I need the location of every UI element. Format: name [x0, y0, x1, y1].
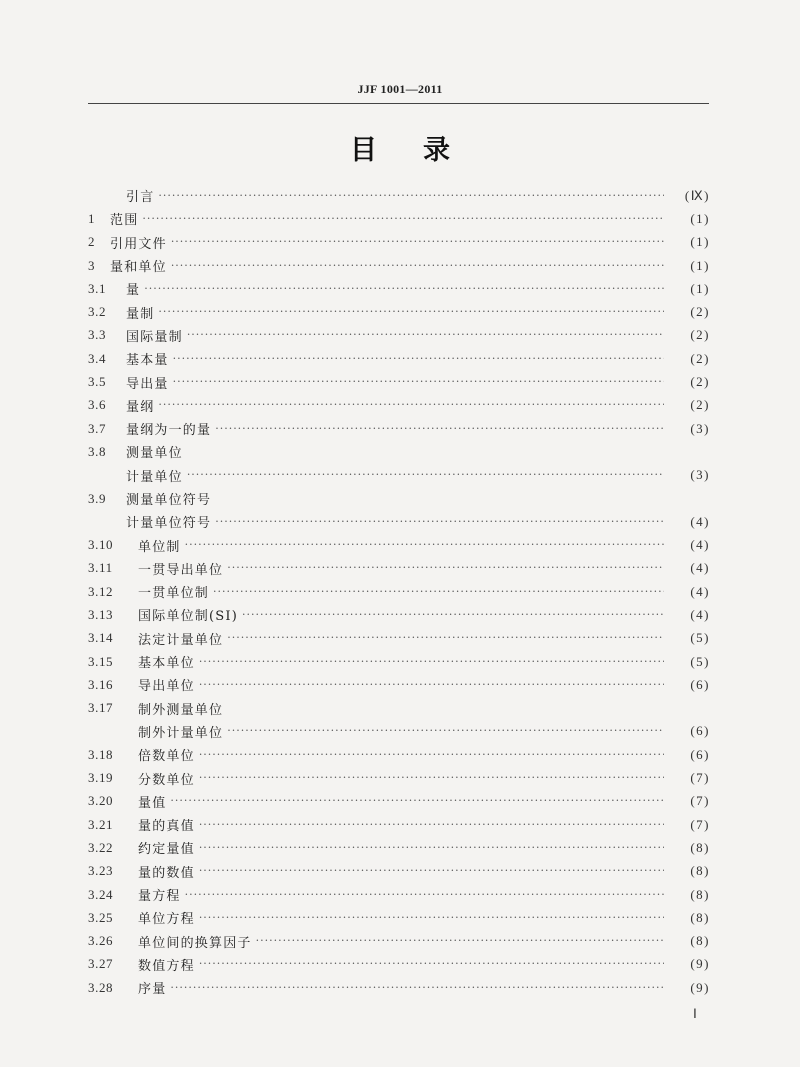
toc-dot-leader	[185, 537, 664, 553]
toc-entry-page: (8)	[690, 886, 710, 902]
toc-entry[interactable]	[88, 277, 710, 300]
table-of-contents	[88, 184, 710, 999]
toc-entry[interactable]	[88, 184, 710, 207]
toc-entry[interactable]	[88, 207, 710, 230]
toc-entry-page: (2)	[690, 327, 710, 343]
toc-dot-leader	[199, 747, 664, 763]
toc-entry[interactable]	[88, 650, 710, 673]
toc-entry[interactable]	[88, 930, 710, 953]
toc-entry-page: (5)	[690, 630, 710, 646]
toc-entry[interactable]	[88, 557, 710, 580]
toc-entry[interactable]	[88, 464, 710, 487]
toc-entry-title: 约定量值	[138, 842, 195, 858]
toc-entry-title: 量和单位	[110, 260, 167, 276]
toc-entry-number: 3.12	[88, 583, 114, 599]
toc-entry[interactable]	[88, 953, 710, 976]
toc-entry-title: 测量单位	[126, 446, 183, 462]
toc-entry-number: 3	[88, 257, 96, 273]
toc-dot-leader	[199, 677, 664, 693]
toc-entry[interactable]	[88, 231, 710, 254]
toc-entry-title: 计量单位	[126, 469, 183, 485]
toc-entry-title: 量纲	[126, 399, 155, 415]
toc-entry-page: (8)	[690, 909, 710, 925]
toc-entry-title: 国际单位制(SI)	[138, 609, 238, 625]
toc-entry-title: 范围	[110, 213, 139, 229]
toc-entry[interactable]	[88, 440, 710, 463]
toc-entry-page: (1)	[690, 257, 710, 273]
toc-entry-number: 3.15	[88, 653, 114, 669]
toc-dot-leader	[199, 863, 664, 879]
toc-entry-title: 导出单位	[138, 679, 195, 695]
toc-dot-leader	[199, 770, 664, 786]
toc-entry-number: 3.17	[88, 700, 114, 716]
toc-dot-leader	[171, 234, 664, 250]
toc-entry-page: (2)	[690, 304, 710, 320]
toc-entry-page: (4)	[690, 560, 710, 576]
toc-entry-number: 3.25	[88, 909, 114, 925]
toc-entry-page: (1)	[690, 234, 710, 250]
toc-entry-number: 1	[88, 210, 96, 226]
toc-entry-page: (9)	[690, 979, 710, 995]
toc-dot-leader	[158, 397, 664, 413]
toc-entry-title: 量值	[138, 795, 167, 811]
toc-dot-leader	[173, 351, 664, 367]
toc-entry-title: 导出量	[126, 376, 169, 392]
toc-entry-title: 法定计量单位	[138, 632, 224, 648]
toc-entry-number: 3.26	[88, 933, 114, 949]
toc-entry[interactable]	[88, 906, 710, 929]
toc-dot-leader	[142, 211, 664, 227]
toc-entry-page: (4)	[690, 537, 710, 553]
toc-entry-number: 3.9	[88, 490, 107, 506]
toc-entry[interactable]	[88, 394, 710, 417]
toc-entry-title: 单位方程	[138, 912, 195, 928]
toc-entry[interactable]	[88, 836, 710, 859]
toc-dot-leader	[256, 933, 664, 949]
title-char-1: 目	[350, 135, 377, 166]
toc-entry[interactable]	[88, 743, 710, 766]
toc-entry-title: 倍数单位	[138, 749, 195, 765]
toc-entry-page: (7)	[690, 793, 710, 809]
toc-dot-leader	[144, 281, 664, 297]
toc-entry-number: 3.1	[88, 280, 107, 296]
standard-code-header: JJF 1001—2011	[357, 82, 443, 96]
page-number: Ⅰ	[693, 1006, 697, 1021]
toc-entry-title: 国际量制	[126, 329, 183, 345]
toc-dot-leader	[199, 654, 664, 670]
toc-dot-leader	[215, 421, 664, 437]
toc-entry[interactable]	[88, 300, 710, 323]
toc-entry-number: 3.28	[88, 979, 114, 995]
toc-entry[interactable]	[88, 766, 710, 789]
toc-entry-number: 3.11	[88, 560, 113, 576]
toc-dot-leader	[227, 560, 664, 576]
toc-entry-page: (4)	[690, 583, 710, 599]
toc-entry-number: 3.24	[88, 886, 114, 902]
toc-entry-page: (Ⅸ)	[684, 187, 710, 203]
toc-entry[interactable]	[88, 580, 710, 603]
toc-dot-leader	[227, 723, 664, 739]
toc-entry-number: 2	[88, 234, 96, 250]
toc-entry[interactable]	[88, 370, 710, 393]
toc-entry[interactable]	[88, 790, 710, 813]
toc-entry-number: 3.13	[88, 606, 114, 622]
toc-entry-number: 3.23	[88, 863, 114, 879]
toc-dot-leader	[170, 980, 664, 996]
toc-entry-page: (8)	[690, 863, 710, 879]
toc-dot-leader	[213, 584, 664, 600]
toc-entry-page: (2)	[690, 397, 710, 413]
toc-entry[interactable]	[88, 603, 710, 626]
toc-entry[interactable]	[88, 324, 710, 347]
toc-entry-title: 一贯导出单位	[138, 562, 224, 578]
toc-entry-number: 3.21	[88, 816, 114, 832]
toc-entry-title: 计量单位符号	[126, 516, 212, 532]
toc-entry-number: 3.22	[88, 839, 114, 855]
toc-dot-leader	[227, 630, 664, 646]
toc-dot-leader	[187, 467, 664, 483]
toc-entry-title: 一贯单位制	[138, 586, 210, 602]
toc-entry-page: (5)	[690, 653, 710, 669]
toc-dot-leader	[171, 258, 664, 274]
toc-entry-number: 3.8	[88, 443, 107, 459]
toc-entry[interactable]	[88, 347, 710, 370]
toc-entry-title: 单位间的换算因子	[138, 935, 252, 951]
toc-dot-leader	[242, 607, 664, 623]
toc-entry[interactable]	[88, 487, 710, 510]
toc-dot-leader	[170, 793, 664, 809]
toc-entry-page: (8)	[690, 839, 710, 855]
toc-entry[interactable]	[88, 627, 710, 650]
toc-entry-page: (1)	[690, 280, 710, 296]
title-char-2: 录	[423, 135, 450, 166]
toc-entry-number: 3.5	[88, 374, 107, 390]
toc-entry-page: (2)	[690, 374, 710, 390]
toc-entry-page: (3)	[690, 467, 710, 483]
toc-entry-page: (9)	[690, 956, 710, 972]
toc-entry-number: 3.16	[88, 676, 114, 692]
toc-dot-leader	[199, 840, 664, 856]
toc-entry-number: 3.10	[88, 537, 114, 553]
toc-entry-title: 量方程	[138, 889, 181, 905]
toc-entry-title: 引用文件	[110, 236, 167, 252]
toc-entry[interactable]	[88, 697, 710, 720]
toc-entry-title: 制外计量单位	[138, 725, 224, 741]
toc-entry-page: (1)	[690, 210, 710, 226]
toc-dot-leader	[158, 188, 664, 204]
toc-entry[interactable]	[88, 673, 710, 696]
toc-entry-page: (7)	[690, 816, 710, 832]
toc-dot-leader	[158, 304, 664, 320]
toc-entry-number: 3.6	[88, 397, 107, 413]
toc-entry-number: 3.27	[88, 956, 114, 972]
toc-dot-leader	[199, 817, 664, 833]
toc-entry-page: (4)	[690, 513, 710, 529]
toc-entry-number: 3.18	[88, 746, 114, 762]
toc-entry-page: (6)	[690, 746, 710, 762]
header-divider	[88, 103, 709, 104]
toc-entry-title: 基本单位	[138, 656, 195, 672]
toc-dot-leader	[215, 514, 664, 530]
toc-entry-page: (8)	[690, 933, 710, 949]
toc-entry-title: 量制	[126, 306, 155, 322]
toc-entry-page: (6)	[690, 676, 710, 692]
toc-dot-leader	[199, 956, 664, 972]
toc-entry-title: 量的数值	[138, 865, 195, 881]
toc-entry-number: 3.3	[88, 327, 107, 343]
toc-dot-leader	[185, 887, 664, 903]
toc-entry-page: (6)	[690, 723, 710, 739]
toc-entry[interactable]	[88, 883, 710, 906]
toc-entry-title: 数值方程	[138, 958, 195, 974]
toc-entry-page: (7)	[690, 770, 710, 786]
page-title	[0, 128, 800, 167]
toc-entry-page: (3)	[690, 420, 710, 436]
toc-entry-page: (4)	[690, 606, 710, 622]
toc-entry-number: 3.20	[88, 793, 114, 809]
toc-entry[interactable]	[88, 510, 710, 533]
toc-entry-title: 测量单位符号	[126, 493, 212, 508]
toc-entry-page: (2)	[690, 350, 710, 366]
toc-dot-leader	[187, 327, 664, 343]
toc-entry-title: 量的真值	[138, 819, 195, 835]
toc-entry[interactable]	[88, 533, 710, 556]
toc-entry-number: 3.2	[88, 304, 107, 320]
toc-entry[interactable]	[88, 976, 710, 999]
toc-entry-title: 单位制	[138, 539, 181, 555]
toc-entry[interactable]	[88, 720, 710, 743]
toc-entry-number: 3.7	[88, 420, 107, 436]
toc-dot-leader	[199, 910, 664, 926]
toc-entry[interactable]	[88, 417, 710, 440]
toc-entry-title: 量	[126, 283, 141, 299]
toc-entry-number: 3.19	[88, 770, 114, 786]
toc-dot-leader	[173, 374, 664, 390]
toc-entry-title: 基本量	[126, 353, 169, 369]
toc-entry-title: 引言	[126, 190, 155, 206]
toc-entry[interactable]	[88, 860, 710, 883]
toc-entry[interactable]	[88, 254, 710, 277]
toc-entry-title: 序量	[138, 982, 167, 998]
toc-entry-title: 量纲为一的量	[126, 423, 212, 439]
toc-entry-number: 3.4	[88, 350, 107, 366]
toc-entry-title: 制外测量单位	[138, 702, 224, 718]
toc-entry[interactable]	[88, 813, 710, 836]
toc-entry-title: 分数单位	[138, 772, 195, 788]
toc-entry-number: 3.14	[88, 630, 114, 646]
